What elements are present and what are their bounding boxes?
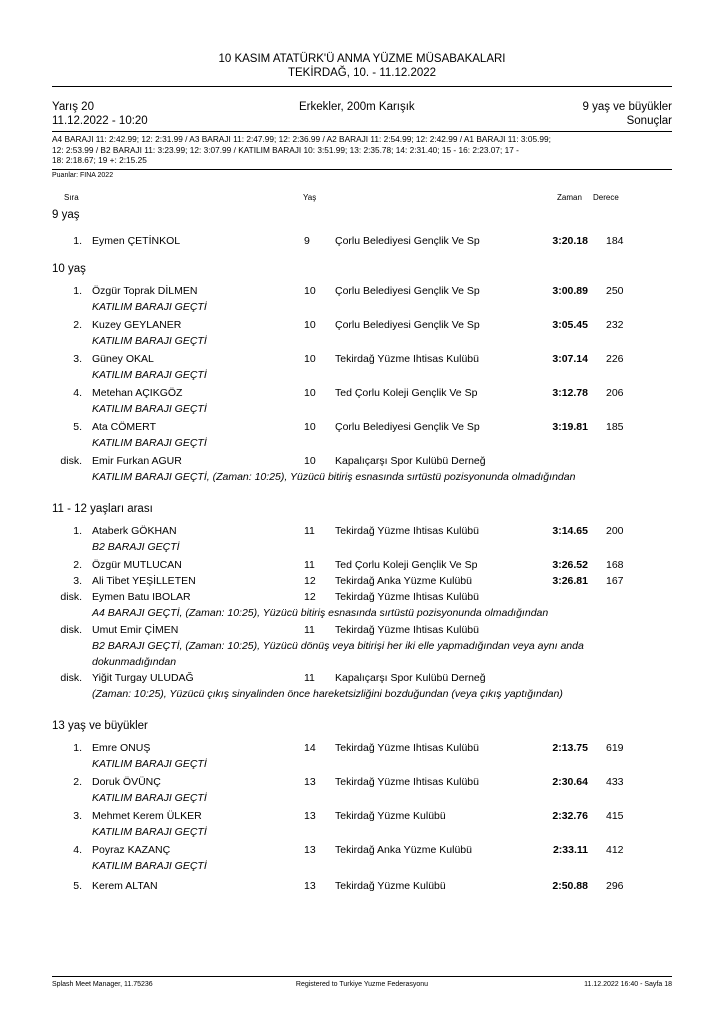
club-name: Tekirdağ Yüzme Ihtisas Kulübü bbox=[335, 525, 479, 537]
barriers-line: A4 BARAJI 11: 2:42.99; 12: 2:31.99 / A3 BARAJI 11: 2:47.99; 12: 2:36.99 / A2 BARAJI 11: 2:54.99; 12: 2:42.99 / A1 BARAJI 11: 3:05.99; bbox=[52, 134, 551, 144]
swimmer-name: Metehan AÇIKGÖZ bbox=[92, 387, 183, 399]
result-time: 3:20.18 bbox=[552, 235, 588, 247]
swimmer-age: 11 bbox=[304, 525, 315, 537]
result-points: 185 bbox=[606, 421, 624, 433]
rank: disk. bbox=[60, 624, 82, 636]
club-name: Kapalıçarşı Spor Kulübü Derneğ bbox=[335, 455, 486, 467]
result-note: B2 BARAJI GEÇTİ bbox=[92, 541, 180, 553]
club-name: Tekirdağ Yüzme Ihtisas Kulübü bbox=[335, 742, 479, 754]
swimmer-age: 10 bbox=[304, 455, 316, 467]
swimmer-age: 10 bbox=[304, 421, 316, 433]
result-points: 296 bbox=[606, 880, 624, 892]
swimmer-age: 14 bbox=[304, 742, 316, 754]
result-note: (Zaman: 10:25), Yüzücü çıkış sinyalinden önce hareketsizliğini bozduğundan (veya çıkış yaptığından) bbox=[92, 688, 563, 700]
result-points: 167 bbox=[606, 575, 624, 587]
rank: 1. bbox=[73, 285, 82, 297]
group-label: 10 yaş bbox=[52, 263, 86, 275]
rank: 3. bbox=[73, 810, 82, 822]
club-name: Tekirdağ Yüzme Ihtisas Kulübü bbox=[335, 624, 479, 636]
result-points: 200 bbox=[606, 525, 624, 537]
rank: 1. bbox=[73, 235, 82, 247]
swimmer-name: Eymen ÇETİNKOL bbox=[92, 235, 181, 247]
result-points: 433 bbox=[606, 776, 624, 788]
swimmer-name: Emre ONUŞ bbox=[92, 742, 151, 754]
header-rule bbox=[52, 86, 672, 87]
club-name: Tekirdağ Yüzme Ihtisas Kulübü bbox=[335, 776, 479, 788]
result-note: A4 BARAJI GEÇTİ, (Zaman: 10:25), Yüzücü bitiriş esnasında sırtüstü pozisyonunda olmadığından bbox=[92, 607, 549, 619]
swimmer-name: Güney OKAL bbox=[92, 353, 154, 365]
swimmer-age: 11 bbox=[304, 559, 315, 571]
swimmer-age: 10 bbox=[304, 387, 316, 399]
swimmer-name: Ata CÖMERT bbox=[92, 421, 156, 433]
points-system: Puanlar: FINA 2022 bbox=[52, 172, 114, 179]
result-note: KATILIM BARAJI GEÇTİ bbox=[92, 826, 207, 838]
result-points: 168 bbox=[606, 559, 624, 571]
club-name: Çorlu Belediyesi Gençlik Ve Sp bbox=[335, 319, 480, 331]
swimmer-name: Umut Emir ÇİMEN bbox=[92, 624, 179, 636]
result-note: KATILIM BARAJI GEÇTİ bbox=[92, 437, 207, 449]
swimmer-age: 11 bbox=[304, 672, 315, 684]
rank: 1. bbox=[73, 525, 82, 537]
result-note: KATILIM BARAJI GEÇTİ, (Zaman: 10:25), Yüzücü bitiriş esnasında sırtüstü pozisyonunda olmadığından bbox=[92, 471, 576, 483]
footer-software: Splash Meet Manager, 11.75236 bbox=[52, 981, 153, 988]
swimmer-age: 13 bbox=[304, 776, 316, 788]
result-time: 2:32.76 bbox=[552, 810, 588, 822]
club-name: Tekirdağ Yüzme Kulübü bbox=[335, 880, 446, 892]
rank: 3. bbox=[73, 353, 82, 365]
club-name: Ted Çorlu Koleji Gençlik Ve Sp bbox=[335, 387, 478, 399]
meet-subtitle: TEKİRDAĞ, 10. - 11.12.2022 bbox=[287, 67, 437, 79]
swimmer-age: 10 bbox=[304, 319, 316, 331]
result-time: 3:26.52 bbox=[552, 559, 588, 571]
rank: 5. bbox=[73, 880, 82, 892]
result-time: 2:30.64 bbox=[552, 776, 588, 788]
result-time: 2:50.88 bbox=[552, 880, 588, 892]
result-time: 3:07.14 bbox=[552, 353, 588, 365]
swimmer-age: 10 bbox=[304, 353, 316, 365]
rank: 2. bbox=[73, 776, 82, 788]
event-rule bbox=[52, 131, 672, 132]
result-note: KATILIM BARAJI GEÇTİ bbox=[92, 403, 207, 415]
result-time: 3:19.81 bbox=[552, 421, 588, 433]
col-rank: Sıra bbox=[64, 193, 79, 202]
footer-page: 11.12.2022 16:40 - Sayfa 18 bbox=[584, 981, 672, 988]
group-label: 11 - 12 yaşları arası bbox=[52, 503, 153, 515]
event-type: Sonuçlar bbox=[626, 115, 672, 127]
club-name: Tekirdağ Yüzme Kulübü bbox=[335, 810, 446, 822]
result-note: KATILIM BARAJI GEÇTİ bbox=[92, 860, 207, 872]
result-time: 3:05.45 bbox=[552, 319, 588, 331]
result-points: 226 bbox=[606, 353, 624, 365]
result-points: 415 bbox=[606, 810, 624, 822]
result-note: KATILIM BARAJI GEÇTİ bbox=[92, 369, 207, 381]
swimmer-name: Yiğit Turgay ULUDAĞ bbox=[92, 672, 194, 684]
rank: disk. bbox=[60, 591, 82, 603]
rank: 2. bbox=[73, 559, 82, 571]
result-time: 3:12.78 bbox=[552, 387, 588, 399]
rank: disk. bbox=[60, 455, 82, 467]
result-note: KATILIM BARAJI GEÇTİ bbox=[92, 335, 207, 347]
rank: 1. bbox=[73, 742, 82, 754]
club-name: Çorlu Belediyesi Gençlik Ve Sp bbox=[335, 285, 480, 297]
result-points: 184 bbox=[606, 235, 624, 247]
swimmer-name: Ali Tibet YEŞİLLETEN bbox=[92, 575, 196, 587]
swimmer-age: 11 bbox=[304, 624, 315, 636]
swimmer-age: 13 bbox=[304, 880, 316, 892]
result-note: dokunmadığından bbox=[92, 656, 177, 668]
result-time: 3:14.65 bbox=[552, 525, 588, 537]
club-name: Tekirdağ Anka Yüzme Kulübü bbox=[335, 575, 472, 587]
swimmer-name: Özgür Toprak DİLMEN bbox=[92, 285, 198, 297]
swimmer-name: Doruk ÖVÜNÇ bbox=[92, 776, 161, 788]
club-name: Tekirdağ Anka Yüzme Kulübü bbox=[335, 844, 472, 856]
col-points: Derece bbox=[593, 193, 619, 202]
result-points: 250 bbox=[606, 285, 624, 297]
rank: 4. bbox=[73, 387, 82, 399]
result-points: 412 bbox=[606, 844, 624, 856]
swimmer-age: 12 bbox=[304, 575, 316, 587]
club-name: Tekirdağ Yüzme Ihtisas Kulübü bbox=[335, 353, 479, 365]
event-name: Erkekler, 200m Karışık bbox=[299, 101, 415, 113]
swimmer-age: 10 bbox=[304, 285, 316, 297]
barriers-rule bbox=[52, 169, 672, 170]
event-number: Yarış 20 bbox=[52, 101, 94, 113]
swimmer-age: 9 bbox=[304, 235, 310, 247]
swimmer-name: Emir Furkan AGUR bbox=[92, 455, 182, 467]
col-age: Yaş bbox=[303, 193, 317, 202]
event-datetime: 11.12.2022 - 10:20 bbox=[52, 115, 148, 127]
result-points: 232 bbox=[606, 319, 624, 331]
group-label: 13 yaş ve büyükler bbox=[52, 720, 148, 732]
swimmer-age: 13 bbox=[304, 844, 316, 856]
footer-registered: Registered to Turkiye Yuzme Federasyonu bbox=[295, 981, 429, 988]
result-points: 619 bbox=[606, 742, 624, 754]
result-time: 3:00.89 bbox=[552, 285, 588, 297]
swimmer-name: Ataberk GÖKHAN bbox=[92, 525, 177, 537]
result-time: 2:33.11 bbox=[552, 844, 588, 856]
footer-rule bbox=[52, 976, 672, 977]
result-note: KATILIM BARAJI GEÇTİ bbox=[92, 301, 207, 313]
rank: 2. bbox=[73, 319, 82, 331]
barriers-line: 18: 2:18.67; 19 +: 2:15.25 bbox=[52, 155, 147, 165]
result-note: B2 BARAJI GEÇTİ, (Zaman: 10:25), Yüzücü dönüş veya bitirişi her iki elle yapmadığından veya aynı anda bbox=[92, 640, 584, 652]
barriers-text bbox=[52, 134, 674, 166]
rank: 5. bbox=[73, 421, 82, 433]
club-name: Ted Çorlu Koleji Gençlik Ve Sp bbox=[335, 559, 478, 571]
result-time: 3:26.81 bbox=[552, 575, 588, 587]
swimmer-name: Kuzey GEYLANER bbox=[92, 319, 182, 331]
result-note: KATILIM BARAJI GEÇTİ bbox=[92, 758, 207, 770]
swimmer-name: Poyraz KAZANÇ bbox=[92, 844, 171, 856]
result-note: KATILIM BARAJI GEÇTİ bbox=[92, 792, 207, 804]
club-name: Çorlu Belediyesi Gençlik Ve Sp bbox=[335, 235, 480, 247]
swimmer-age: 13 bbox=[304, 810, 316, 822]
club-name: Kapalıçarşı Spor Kulübü Derneğ bbox=[335, 672, 486, 684]
event-age-group: 9 yaş ve büyükler bbox=[582, 101, 672, 113]
swimmer-name: Eymen Batu IBOLAR bbox=[92, 591, 191, 603]
swimmer-name: Mehmet Kerem ÜLKER bbox=[92, 810, 202, 822]
col-time: Zaman bbox=[557, 193, 582, 202]
club-name: Çorlu Belediyesi Gençlik Ve Sp bbox=[335, 421, 480, 433]
swimmer-name: Özgür MUTLUCAN bbox=[92, 559, 182, 571]
result-time: 2:13.75 bbox=[552, 742, 588, 754]
swimmer-age: 12 bbox=[304, 591, 316, 603]
barriers-line: 12: 2:53.99 / B2 BARAJI 11: 3:23.99; 12: 3:07.99 / KATILIM BARAJI 10: 3:51.99; 13: 2:35.78; 14: 2:31.40; 15 - 16: 2:23.07; 17 - bbox=[52, 144, 519, 155]
result-points: 206 bbox=[606, 387, 624, 399]
rank: 4. bbox=[73, 844, 82, 856]
rank: disk. bbox=[60, 672, 82, 684]
rank: 3. bbox=[73, 575, 82, 587]
club-name: Tekirdağ Yüzme Ihtisas Kulübü bbox=[335, 591, 479, 603]
meet-title: 10 KASIM ATATÜRK'Ü ANMA YÜZME MÜSABAKALARI bbox=[218, 53, 506, 65]
group-label: 9 yaş bbox=[52, 209, 80, 221]
swimmer-name: Kerem ALTAN bbox=[92, 880, 158, 892]
